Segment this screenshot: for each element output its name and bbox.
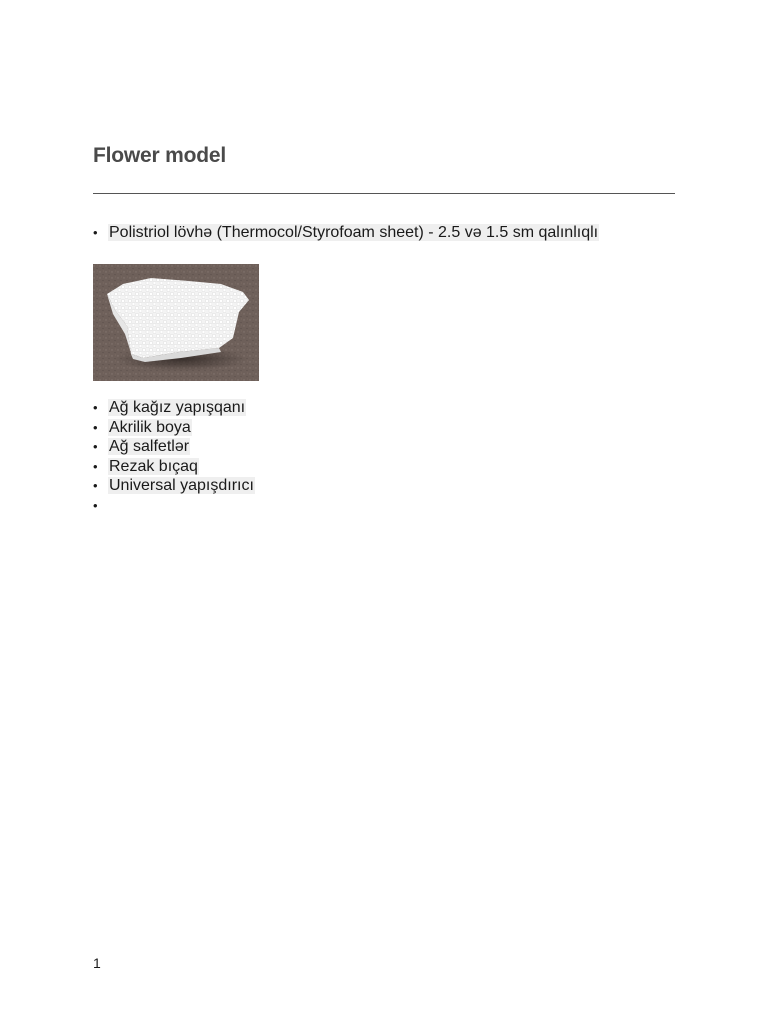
list-item-text: Universal yapışdırıcı: [109, 477, 254, 494]
list-item: [93, 418, 255, 438]
materials-list-top: [93, 223, 599, 243]
title-divider: [93, 193, 675, 194]
list-item-text: Ağ kağız yapışqanı: [109, 399, 246, 416]
list-item: [93, 398, 255, 418]
styrofoam-sheet-photo: [93, 264, 259, 381]
bullet-icon: •: [93, 439, 98, 454]
bullet-icon: •: [93, 419, 98, 435]
list-item: [93, 496, 255, 516]
bullet-icon: •: [93, 458, 98, 474]
bullet-icon: •: [93, 478, 98, 493]
list-item: [93, 457, 255, 477]
page-number: 1: [93, 955, 101, 971]
list-item: [93, 223, 599, 243]
list-item: [93, 476, 255, 496]
list-item-text: Akrilik boya: [109, 418, 191, 436]
list-item-text: Rezak bıçaq: [109, 457, 198, 475]
materials-list-bottom: [93, 398, 255, 515]
list-item-text: Polistriol lövhə (Thermocol/Styrofoam sheet) - 2.5 və 1.5 sm qalınlıqlı: [109, 224, 599, 241]
page-title: Flower model: [93, 144, 226, 167]
list-item: [93, 437, 255, 457]
bullet-icon: •: [93, 497, 98, 513]
list-item-text: Ağ salfetlər: [109, 438, 190, 455]
bullet-icon: •: [93, 225, 98, 240]
bullet-icon: •: [93, 400, 98, 415]
